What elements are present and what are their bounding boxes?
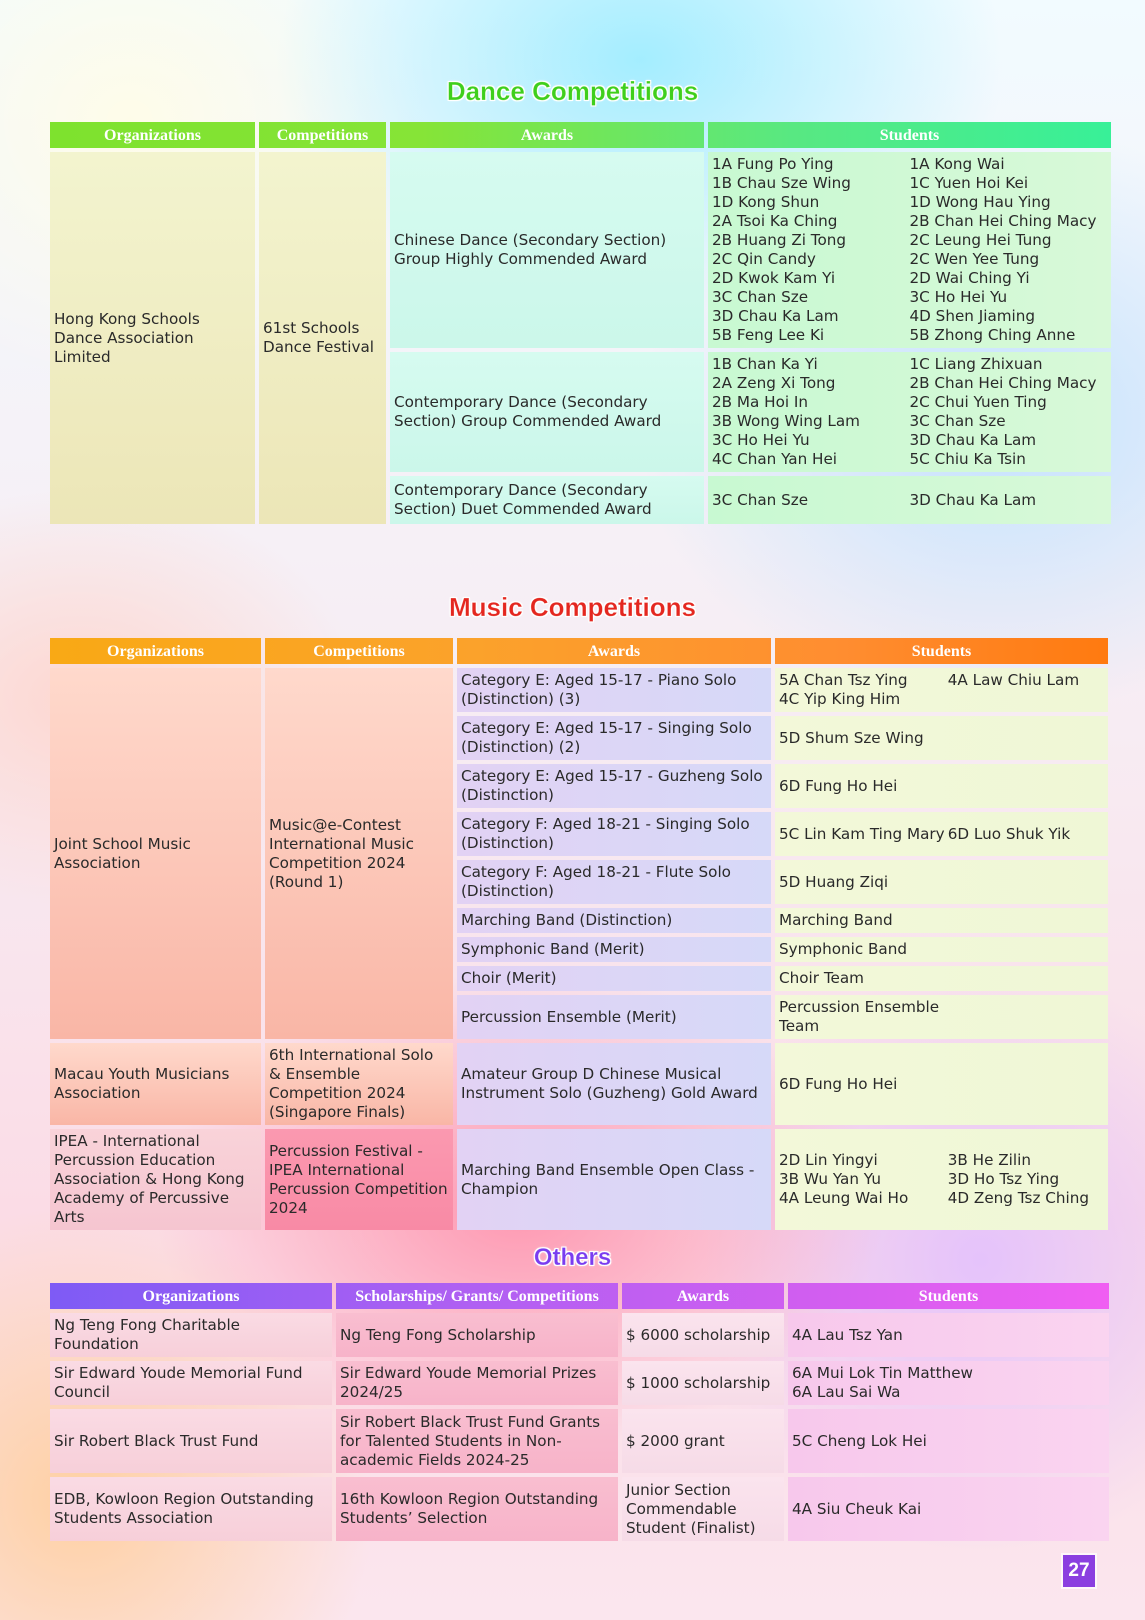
student-name: 3C Ho Hei Yu bbox=[712, 431, 810, 449]
competition-cell: Percussion Festival - IPEA International Percussion Competition 2024 bbox=[265, 1129, 453, 1230]
student-columns bbox=[779, 671, 1104, 709]
music-header-row bbox=[50, 638, 1108, 664]
student-columns bbox=[779, 911, 1104, 930]
organization-cell: EDB, Kowloon Region Outstanding Students Association bbox=[50, 1477, 332, 1541]
page-number: 27 bbox=[1063, 1555, 1095, 1587]
students-cell bbox=[788, 1477, 1109, 1541]
student-name: 2C Wen Yee Tung bbox=[909, 250, 1040, 268]
award-cell: Category E: Aged 15-17 - Guzheng Solo (Distinction) bbox=[457, 764, 771, 808]
student-name: 1A Kong Wai bbox=[909, 155, 1005, 173]
student-column bbox=[712, 491, 910, 510]
student-column bbox=[948, 969, 1104, 988]
student-column bbox=[948, 671, 1104, 709]
student-name: 4A Law Chiu Lam bbox=[947, 671, 1080, 689]
student-name: 3C Chan Sze bbox=[909, 412, 1006, 430]
students-cell bbox=[775, 860, 1108, 904]
student-name: Percussion Ensemble Team bbox=[779, 998, 940, 1035]
student-name: 6D Fung Ho Hei bbox=[779, 776, 898, 795]
student-name: 2B Chan Hei Ching Macy bbox=[909, 212, 1097, 230]
student-name: 2D Kwok Kam Yi bbox=[712, 269, 836, 287]
student-name: 6D Fung Ho Hei bbox=[779, 1074, 898, 1093]
student-column bbox=[779, 940, 948, 959]
student-name: 4A Lau Tsz Yan bbox=[792, 1325, 903, 1344]
student-name: 4C Chan Yan Hei bbox=[712, 450, 838, 468]
student-name: 5C Cheng Lok Hei bbox=[792, 1431, 927, 1450]
student-column bbox=[948, 825, 1104, 844]
student-name: 3B Wong Wing Lam bbox=[712, 412, 860, 430]
student-name: 2A Tsoi Ka Ching bbox=[712, 212, 838, 230]
header-organizations: Organizations bbox=[104, 126, 201, 144]
table-row bbox=[50, 152, 1111, 348]
student-name: Symphonic Band bbox=[779, 940, 907, 958]
student-column bbox=[948, 1151, 1104, 1208]
student-name: 2D Wai Ching Yi bbox=[909, 269, 1030, 287]
student-name: 5A Chan Tsz Ying bbox=[779, 671, 908, 689]
award-cell: Marching Band (Distinction) bbox=[457, 908, 771, 933]
organization-cell: Macau Youth Musicians Association bbox=[50, 1043, 261, 1125]
table-row bbox=[50, 668, 1108, 712]
header-students: Students bbox=[918, 1287, 979, 1305]
students-cell bbox=[708, 152, 1111, 348]
student-name: 6A Mui Lok Tin Matthew bbox=[792, 1364, 973, 1382]
student-name: 2D Lin Yingyi bbox=[779, 1151, 878, 1169]
student-column bbox=[779, 873, 948, 892]
award-cell: Marching Band Ensemble Open Class - Champion bbox=[457, 1129, 771, 1230]
header-awards: Awards bbox=[676, 1287, 730, 1305]
award-cell: Symphonic Band (Merit) bbox=[457, 937, 771, 962]
student-name: 1D Kong Shun bbox=[712, 193, 820, 211]
student-name: 1C Liang Zhixuan bbox=[909, 355, 1043, 373]
header-organizations: Organizations bbox=[107, 642, 204, 660]
student-column bbox=[779, 777, 948, 796]
student-column bbox=[779, 998, 948, 1036]
students-cell bbox=[775, 937, 1108, 962]
award-cell: Category F: Aged 18-21 - Flute Solo (Distinction) bbox=[457, 860, 771, 904]
student-name: 4C Yip King Him bbox=[779, 690, 901, 708]
student-column bbox=[779, 911, 948, 930]
student-columns bbox=[779, 873, 1104, 892]
student-name: 2A Zeng Xi Tong bbox=[712, 374, 836, 392]
student-column bbox=[948, 1075, 1104, 1094]
students-cell bbox=[708, 352, 1111, 472]
student-name: 5B Feng Lee Ki bbox=[712, 326, 825, 344]
dance-header-row bbox=[50, 122, 1111, 148]
organization-cell: Ng Teng Fong Charitable Foundation bbox=[50, 1313, 332, 1357]
student-name: 3C Chan Sze bbox=[712, 288, 809, 306]
student-column bbox=[948, 998, 1104, 1036]
organization-cell: Joint School Music Association bbox=[50, 668, 261, 1039]
student-columns bbox=[779, 969, 1104, 988]
student-name: 6A Lau Sai Wa bbox=[792, 1383, 901, 1401]
student-name: 5C Chiu Ka Tsin bbox=[909, 450, 1026, 468]
students-cell bbox=[775, 668, 1108, 712]
competition-cell: 16th Kowloon Region Outstanding Students’ Selection bbox=[336, 1477, 618, 1541]
student-columns bbox=[712, 355, 1107, 469]
award-cell: Chinese Dance (Secondary Section) Group Highly Commended Award bbox=[390, 152, 704, 348]
student-name: 3C Chan Sze bbox=[712, 490, 809, 509]
award-cell: Category E: Aged 15-17 - Singing Solo (Distinction) (2) bbox=[457, 716, 771, 760]
competition-cell: Sir Robert Black Trust Fund Grants for Talented Students in Non-academic Fields 2024-25 bbox=[336, 1409, 618, 1473]
header-competitions: Competitions bbox=[313, 642, 405, 660]
organization-cell: IPEA - International Percussion Education Association & Hong Kong Academy of Percussive Arts bbox=[50, 1129, 261, 1230]
student-column bbox=[779, 969, 948, 988]
students-cell bbox=[775, 908, 1108, 933]
others-table bbox=[46, 1279, 1113, 1545]
student-columns bbox=[779, 777, 1104, 796]
student-name: 2C Leung Hei Tung bbox=[909, 231, 1052, 249]
competition-cell: 61st Schools Dance Festival bbox=[259, 152, 386, 524]
students-cell bbox=[775, 995, 1108, 1039]
award-cell: Contemporary Dance (Secondary Section) Group Commended Award bbox=[390, 352, 704, 472]
students-cell bbox=[708, 476, 1111, 524]
dance-competitions-table bbox=[46, 118, 1115, 528]
student-name: 3D Ho Tsz Ying bbox=[947, 1170, 1060, 1188]
award-cell: Contemporary Dance (Secondary Section) Duet Commended Award bbox=[390, 476, 704, 524]
award-cell: Junior Section Commendable Student (Finalist) bbox=[622, 1477, 784, 1541]
student-name: 5B Zhong Ching Anne bbox=[909, 326, 1076, 344]
student-column bbox=[910, 355, 1108, 469]
student-name: 2B Ma Hoi In bbox=[712, 393, 809, 411]
student-columns bbox=[779, 998, 1104, 1036]
organization-cell: Sir Edward Youde Memorial Fund Council bbox=[50, 1361, 332, 1405]
student-column bbox=[779, 729, 948, 748]
students-cell bbox=[788, 1409, 1109, 1473]
header-students: Students bbox=[879, 126, 940, 144]
student-name: Choir Team bbox=[779, 969, 864, 987]
organization-cell: Sir Robert Black Trust Fund bbox=[50, 1409, 332, 1473]
student-columns bbox=[712, 155, 1107, 345]
student-name: 5C Lin Kam Ting Mary bbox=[779, 824, 945, 843]
award-cell: $ 2000 grant bbox=[622, 1409, 784, 1473]
student-columns bbox=[779, 1151, 1104, 1208]
music-competitions-table bbox=[46, 634, 1112, 1234]
table-row bbox=[50, 1313, 1109, 1357]
student-column bbox=[712, 155, 910, 345]
student-name: 1D Wong Hau Ying bbox=[909, 193, 1051, 211]
student-column bbox=[948, 911, 1104, 930]
student-name: 5D Shum Sze Wing bbox=[779, 728, 924, 747]
dance-section-title: Dance Competitions bbox=[446, 76, 699, 106]
student-name: 2B Chan Hei Ching Macy bbox=[909, 374, 1097, 392]
table-row bbox=[50, 1361, 1109, 1405]
student-name: 2B Huang Zi Tong bbox=[712, 231, 847, 249]
student-columns bbox=[779, 825, 1104, 844]
students-cell bbox=[775, 764, 1108, 808]
student-column bbox=[779, 825, 948, 844]
others-section-title: Others bbox=[533, 1244, 612, 1271]
award-cell: Amateur Group D Chinese Musical Instrument Solo (Guzheng) Gold Award bbox=[457, 1043, 771, 1125]
student-column bbox=[948, 777, 1104, 796]
award-cell: Choir (Merit) bbox=[457, 966, 771, 991]
table-row bbox=[50, 1477, 1109, 1541]
table-row bbox=[50, 1129, 1108, 1230]
student-column bbox=[779, 1075, 948, 1094]
student-name: 1C Yuen Hoi Kei bbox=[909, 174, 1029, 192]
student-name: 2C Qin Candy bbox=[712, 250, 816, 268]
award-cell: Percussion Ensemble (Merit) bbox=[457, 995, 771, 1039]
award-cell: Category E: Aged 15-17 - Piano Solo (Distinction) (3) bbox=[457, 668, 771, 712]
student-name: 3D Chau Ka Lam bbox=[909, 431, 1037, 449]
students-cell bbox=[775, 812, 1108, 856]
table-row bbox=[50, 1409, 1109, 1473]
student-columns bbox=[779, 729, 1104, 748]
student-name: 1B Chan Ka Yi bbox=[712, 355, 818, 373]
others-header-row bbox=[50, 1283, 1109, 1309]
header-awards: Awards bbox=[520, 126, 574, 144]
student-column bbox=[948, 729, 1104, 748]
organization-cell: Hong Kong Schools Dance Association Limited bbox=[50, 152, 255, 524]
student-name: 3C Ho Hei Yu bbox=[909, 288, 1008, 306]
header-competitions: Competitions bbox=[276, 126, 369, 144]
music-section-title: Music Competitions bbox=[448, 592, 696, 622]
award-cell: Category F: Aged 18-21 - Singing Solo (Distinction) bbox=[457, 812, 771, 856]
students-cell bbox=[788, 1361, 1109, 1405]
header-scholarships: Scholarships/ Grants/ Competitions bbox=[355, 1287, 599, 1305]
student-name: 6D Luo Shuk Yik bbox=[947, 824, 1071, 843]
students-cell bbox=[775, 966, 1108, 991]
award-cell: $ 6000 scholarship bbox=[622, 1313, 784, 1357]
student-column bbox=[779, 1151, 948, 1208]
header-awards: Awards bbox=[587, 642, 641, 660]
students-cell bbox=[775, 716, 1108, 760]
student-column bbox=[948, 873, 1104, 892]
student-name: 4D Zeng Tsz Ching bbox=[947, 1189, 1089, 1207]
student-column bbox=[948, 940, 1104, 959]
award-cell: $ 1000 scholarship bbox=[622, 1361, 784, 1405]
student-name: 3D Chau Ka Lam bbox=[909, 490, 1037, 509]
header-students: Students bbox=[911, 642, 972, 660]
student-name: 1A Fung Po Ying bbox=[712, 155, 834, 173]
student-name: 4D Shen Jiaming bbox=[909, 307, 1036, 325]
student-column bbox=[779, 671, 948, 709]
student-name: 1B Chau Sze Wing bbox=[712, 174, 851, 192]
students-cell bbox=[775, 1129, 1108, 1230]
student-column bbox=[910, 491, 1108, 510]
student-name: 4A Leung Wai Ho bbox=[779, 1189, 909, 1207]
student-columns bbox=[712, 491, 1107, 510]
student-name: 3D Chau Ka Lam bbox=[712, 307, 839, 325]
table-row bbox=[50, 1043, 1108, 1125]
student-name: 2C Chui Yuen Ting bbox=[909, 393, 1047, 411]
student-name: 4A Siu Cheuk Kai bbox=[792, 1499, 922, 1518]
competition-cell: Sir Edward Youde Memorial Prizes 2024/25 bbox=[336, 1361, 618, 1405]
student-name: 3B Wu Yan Yu bbox=[779, 1170, 881, 1188]
student-columns bbox=[779, 1075, 1104, 1094]
competition-cell: Ng Teng Fong Scholarship bbox=[336, 1313, 618, 1357]
competition-cell: 6th International Solo & Ensemble Competition 2024 (Singapore Finals) bbox=[265, 1043, 453, 1125]
header-organizations: Organizations bbox=[142, 1287, 240, 1305]
student-columns bbox=[779, 940, 1104, 959]
student-column bbox=[910, 155, 1108, 345]
competition-cell: Music@e-Contest International Music Competition 2024 (Round 1) bbox=[265, 668, 453, 1039]
student-name: 3B He Zilin bbox=[947, 1151, 1031, 1169]
student-column bbox=[712, 355, 910, 469]
student-name: Marching Band bbox=[779, 911, 893, 929]
students-cell bbox=[775, 1043, 1108, 1125]
student-name: 5D Huang Ziqi bbox=[779, 872, 889, 891]
students-cell bbox=[788, 1313, 1109, 1357]
